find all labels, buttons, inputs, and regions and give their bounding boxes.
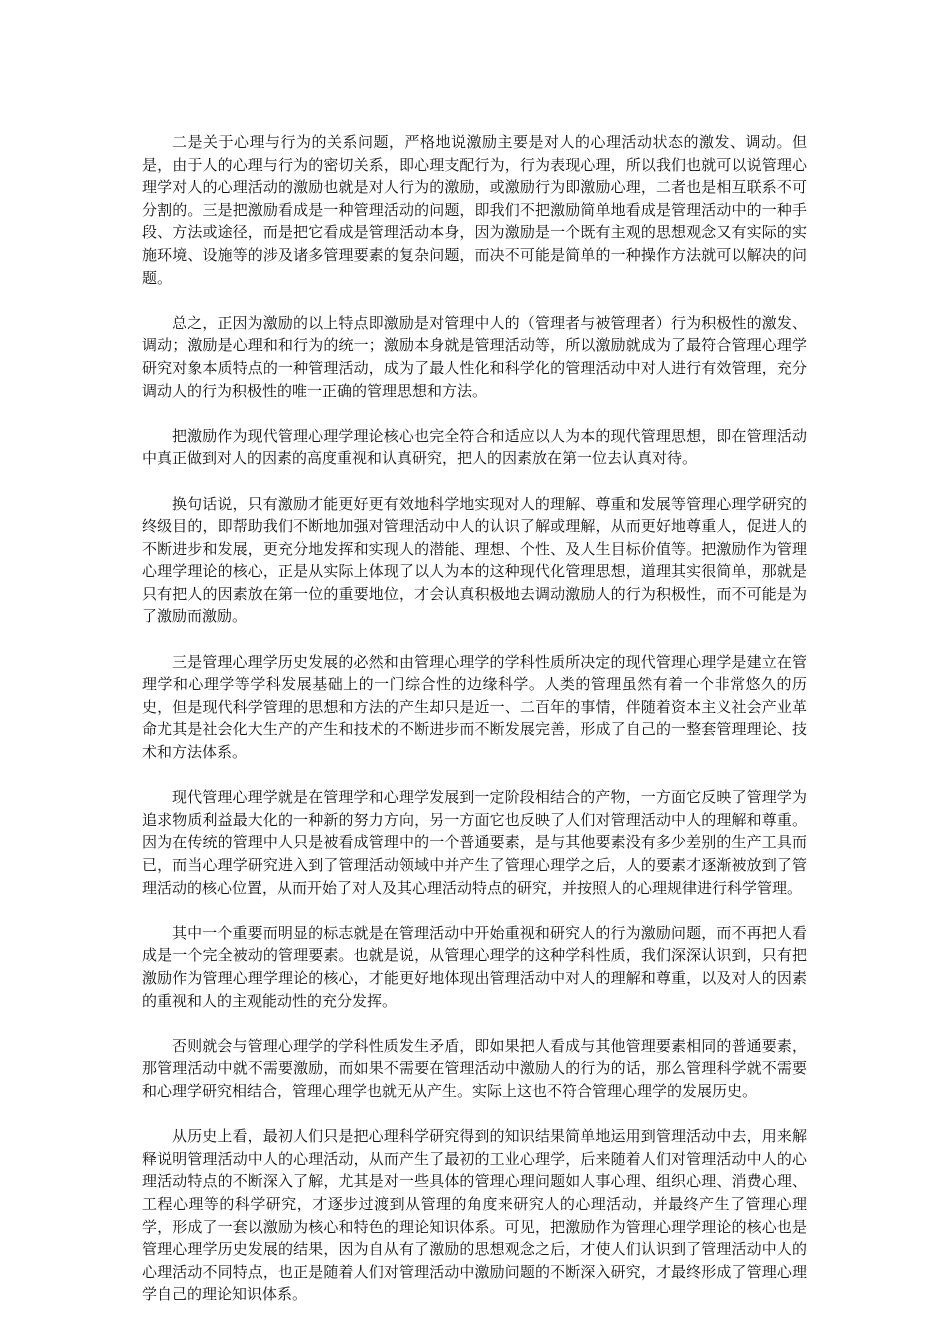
paragraph-2: 总之，正因为激励的以上特点即激励是对管理中人的（管理者与被管理者）行为积极性的激发、调动；激励是心理和和行为的统一；激励本身就是管理活动等，所以激励就成为了最符合管理心理学研究对象本质特点的一种管理活动，成为了最人性化和科学化的管理活动中对人进行有效管理，充分调动人的行为积极性的唯一正确的管理思想和方法。 [142,313,807,400]
paragraph-1: 二是关于心理与行为的关系问题，严格地说激励主要是对人的心理活动状态的激发、调动。但是，由于人的心理与行为的密切关系，即心理支配行为，行为表现心理，所以我们也就可以说管理心理学对人的心理活动的激励也就是对人行为的激励，或激励行为即激励心理，二者也是相互联系不可分割的。三是把激励看成是一种管理活动的问题，即我们不把激励简单地看成是管理活动中的一种手段、方法或途径，而是把它看成是管理活动本身，因为激励是一个既有主观的思想观念又有实际的实施环境、设施等的涉及诸多管理要素的复杂问题，而决不可能是简单的一种操作方法就可以解决的问题。 [142,133,807,287]
paragraph-9: 从历史上看，最初人们只是把心理科学研究得到的知识结果简单地运用到管理活动中去，用来解释说明管理活动中人的心理活动，从而产生了最初的工业心理学，后来随着人们对管理活动中人的心 理活动特点的不断深入了解，尤其是对一些具体的管理心理问题如人事心理、组织心理、消费心理、工程心理等的科学研究，才逐步过渡到从管理的角度来研究人的心理活动，并最终产生了管理心理学，形成了一套以激励为核心和特色的理论知识体系。可见，把激励作为管理心理学理论的核心也是管理心理学历史发展的结果，因为自从有了激励的思想观念之后，才使人们认识到了管理活动中人的心理活动不同特点，也正是随着人们对管理活动中激励问题的不断深入研究，才最终形成了管理心理学自己的理论知识体系。 [142,1127,807,1304]
paragraph-6: 现代管理心理学就是在管理学和心理学发展到一定阶段相结合的产物，一方面它反映了管理学为追求物质利益最大化的一种新的努力方向，另一方面它也反映了人们对管理活动中人的理解和尊重。因为在传统的管理中人只是被看成管理中的一个普通要素，是与其他要素没有多少差别的生产工具而已，而当心理学研究进入到了管理活动领域中并产生了管理心理学之后，人的要素才逐渐被放到了管理活动的核心位置，从而开始了对人及其心理活动特点的研究，并按照人的心理规律进行科学管理。 [142,788,807,897]
paragraph-8: 否则就会与管理心理学的学科性质发生矛盾，即如果把人看成与其他管理要素相同的普通要素，那管理活动中就不需要激励，而如果不需要在管理活动中激励人的行为的话，那么管理科学就不需要和心理学研究相结合，管理心理学也就无从产生。实际上这也不符合管理心理学的发展历史。 [142,1036,807,1100]
paragraph-3: 把激励作为现代管理心理学理论核心也完全符合和适应以人为本的现代管理思想，即在管理活动中真正做到对人的因素的高度重视和认真研究，把人的因素放在第一位去认真对待。 [142,426,807,468]
document-body [142,131,807,1306]
paragraph-5: 三是管理心理学历史发展的必然和由管理心理学的学科性质所决定的现代管理心理学是建立在管理学和心理学等学科发展基础上的一门综合性的边缘科学。人类的管理虽然有着一个非常悠久的历史，但是现代科学管理的思想和方法的产生却只是近一、二百年的事情，伴随着资本主义社会产业革命尤其是社会化大生产的产生和技术的不断进步而不断发展完善，形成了自己的一整套管理理论、技术和方法体系。 [142,652,807,762]
paragraph-7: 其中一个重要而明显的标志就是在管理活动中开始重视和研究人的行为激励问题，而不再把人看成是一个完全被动的管理要素。也就是说，从管理心理学的这种学科性质，我们深深认识到，只有把激励作为管理心理学理论的核心，才能更好地体现出管理活动中对人的理解和尊重，以及对人的因素的重视和人的主观能动性的充分发挥。 [142,923,807,1010]
paragraph-4: 换句话说，只有激励才能更好更有效地科学地实现对人的理解、尊重和发展等管理心理学研究的终级目的，即帮助我们不断地加强对管理活动中人的认识了解或理解，从而更好地尊重人，促进人的不断进步和发展，更充分地发挥和实现人的潜能、理想、个性、及人生目标价值等。把激励作为管理心理学理论的核心，正是从实际上体现了以人为本的这种现代化管理思想，道理其实很简单，那就是只有把人的因素放在第一位的重要地位，才会认真积极地去调动激励人的行为积极性，而不可能是为了激励而激励。 [142,494,807,626]
